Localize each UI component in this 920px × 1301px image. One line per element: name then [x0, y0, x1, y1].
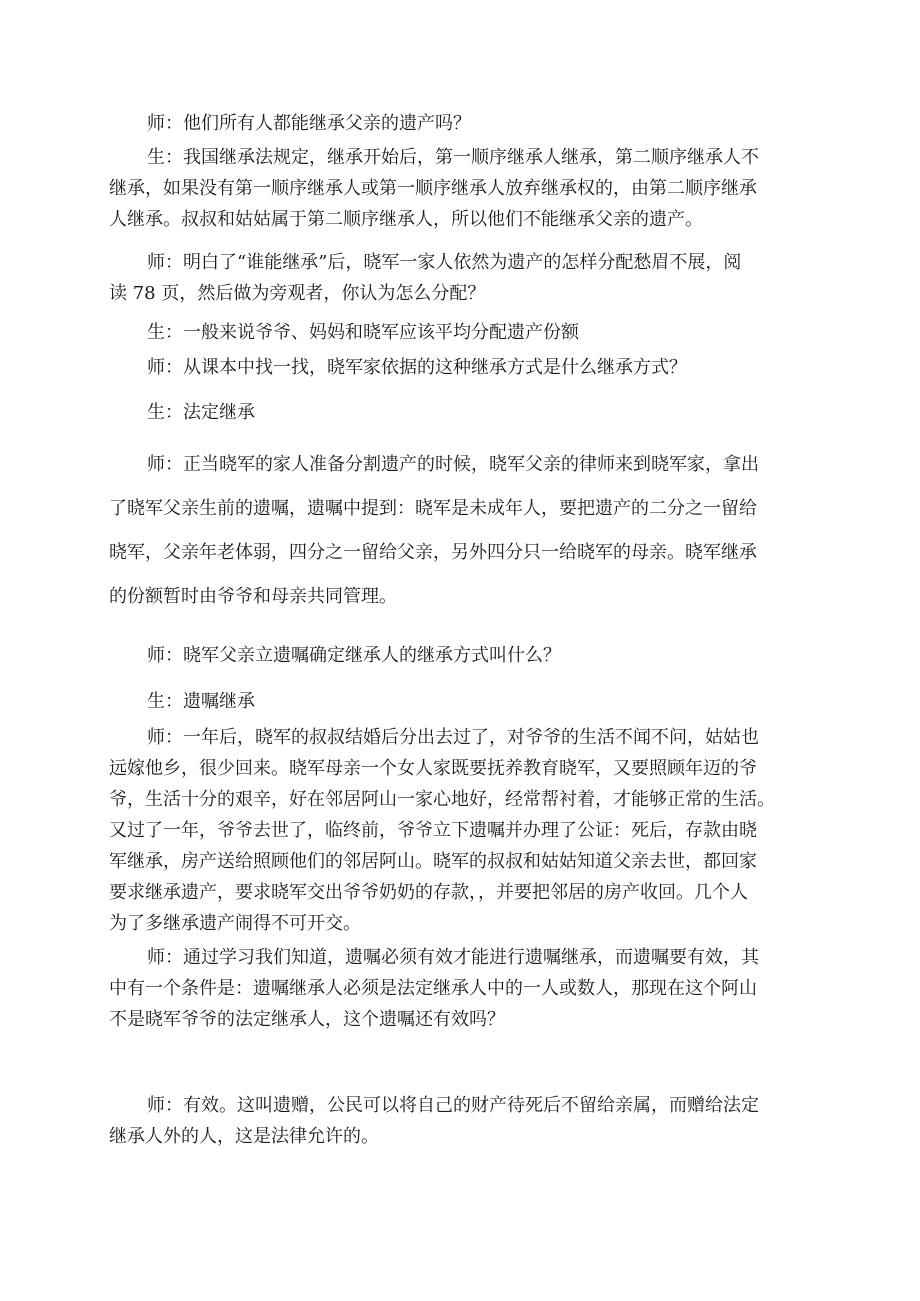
text-line: 读 78 页，然后做为旁观者，你认为怎么分配？ [109, 283, 486, 304]
text-line: 师：通过学习我们知道，遗嘱必须有效才能进行遗嘱继承，而遗嘱要有效，其 [147, 947, 759, 968]
paragraph-teacher-question-2 [109, 247, 829, 309]
text-line: 师：正当晓军的家人准备分割遗产的时候，晓军父亲的律师来到晓军家，拿出 [147, 454, 759, 475]
paragraph-teacher-question-4 [109, 640, 829, 671]
text-line: 的份额暂时由爷爷和母亲共同管理。 [109, 586, 397, 607]
text-line: 师：从课本中找一找，晓军家依据的这种继承方式是什么继承方式？ [147, 357, 687, 378]
text-line: 师：一年后，晓军的叔叔结婚后分出去过了，对爷爷的生活不闻不问，姑姑也 [147, 727, 759, 748]
paragraph-student-answer-4 [109, 686, 829, 717]
paragraph-teacher-narrative-1 [109, 443, 829, 619]
text-line: 不是晓军爷爷的法定继承人，这个遗嘱还有效吗？ [109, 1009, 505, 1030]
text-line: 继承，如果没有第一顺序继承人或第一顺序继承人放弃继承权的，由第二顺序继承 [109, 178, 757, 199]
paragraph-teacher-question-1 [109, 108, 829, 139]
text-line: 爷，生活十分的艰辛，好在邻居阿山一家心地好，经常帮衬着，才能够正常的生活。 [109, 789, 775, 810]
paragraph-student-answer-2 [109, 317, 829, 348]
text-line: 生：我国继承法规定，继承开始后，第一顺序继承人继承，第二顺序继承人不 [147, 147, 759, 168]
text-line: 了晓军父亲生前的遗嘱，遗嘱中提到：晓军是未成年人，要把遗产的二分之一留给 [109, 498, 757, 519]
text-line: 晓军，父亲年老体弱，四分之一留给父亲，另外四分只一给晓军的母亲。晓军继承 [109, 542, 757, 563]
text-line: 生：法定继承 [147, 402, 255, 423]
text-line: 为了多继承遗产闹得不可开交。 [109, 913, 361, 934]
text-line: 师：他们所有人都能继承父亲的遗产吗？ [147, 113, 471, 134]
text-line: 师：明白了“谁能继承”后，晓军一家人依然为遗产的怎样分配愁眉不展，阅 [147, 252, 742, 273]
text-line: 师：有效。这叫遗赠，公民可以将自己的财产待死后不留给亲属，而赠给法定 [147, 1095, 759, 1116]
text-line: 师：晓军父亲立遗嘱确定继承人的继承方式叫什么？ [147, 645, 561, 666]
text-line: 生：一般来说爷爷、妈妈和晓军应该平均分配遗产份额 [147, 322, 579, 343]
paragraph-teacher-question-5 [109, 942, 829, 1035]
paragraph-student-answer-3 [109, 397, 829, 428]
text-line: 人继承。叔叔和姑姑属于第二顺序继承人，所以他们不能继承父亲的遗产。 [109, 209, 703, 230]
text-line: 又过了一年，爷爷去世了，临终前，爷爷立下遗嘱并办理了公证：死后，存款由晓 [109, 820, 757, 841]
text-line: 生：遗嘱继承 [147, 691, 255, 712]
paragraph-teacher-question-3 [109, 352, 829, 383]
text-line: 远嫁他乡，很少回来。晓军母亲一个女人家既要抚养教育晓军，又要照顾年迈的爷 [109, 758, 757, 779]
text-line: 军继承，房产送给照顾他们的邻居阿山。晓军的叔叔和姑姑知道父亲去世，都回家 [109, 851, 757, 872]
text-line: 继承人外的人，这是法律允许的。 [109, 1126, 379, 1147]
paragraph-student-answer-1 [109, 142, 829, 235]
paragraph-teacher-narrative-2 [109, 722, 829, 939]
paragraph-teacher-answer [109, 1090, 829, 1152]
text-line: 要求继承遗产，要求晓军交出爷爷奶奶的存款，，并要把邻居的房产收回。几个人 [109, 882, 748, 903]
text-line: 中有一个条件是：遗嘱继承人必须是法定继承人中的一人或数人，那现在这个阿山 [109, 978, 757, 999]
